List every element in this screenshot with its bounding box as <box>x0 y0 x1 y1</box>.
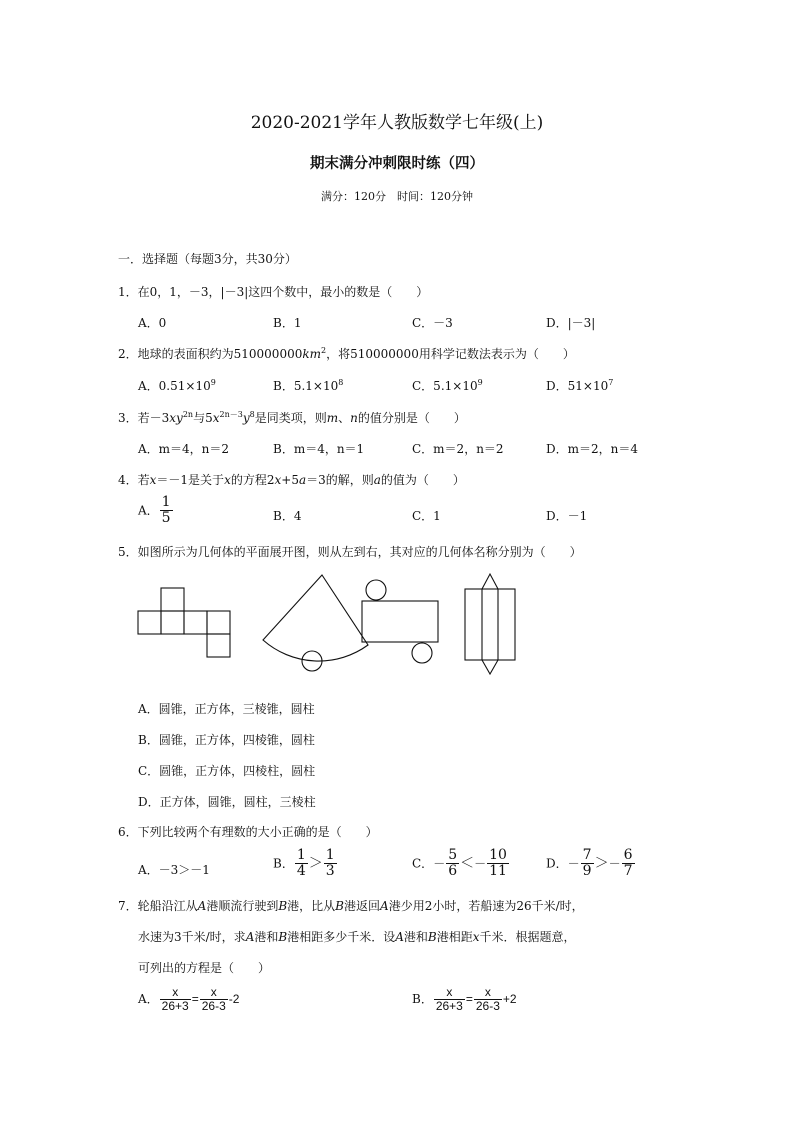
question-6-stem: 6．下列比较两个有理数的大小正确的是（ ） <box>118 825 378 839</box>
fraction: $\frac{6}{7}$ <box>623 847 633 880</box>
q5-option-d: D．正方体，圆锥，圆柱，三棱柱 <box>138 795 316 809</box>
fraction: $\frac{x}{26-3}$ <box>475 985 500 1014</box>
cone-net <box>263 575 368 671</box>
fraction: $\frac{10}{11}$ <box>489 847 507 880</box>
q1-option-a: A．0 <box>138 316 167 330</box>
q5-option-c: C．圆锥，正方体，四棱柱，圆柱 <box>138 764 316 778</box>
q1-option-d: D．|－3| <box>546 316 596 330</box>
q4-option-b: B．4 <box>273 509 302 523</box>
fraction: $\frac{x}{26-3}$ <box>201 985 226 1014</box>
q6-option-c: C．－ $\frac{5}{6}$ ＜－ $\frac{10}{11}$ <box>412 847 507 880</box>
question-2-stem: 2．地球的表面积约为$510000000km^2$，将510000000用科学记数法表示为（ ） <box>118 346 575 361</box>
question-7-line-2: 水速为3千米/时，求A港和B港相距多少千米．设A港和B港相距x千米．根据题意， <box>138 930 576 944</box>
q6-option-b: B． $\frac{1}{4}$ ＞ $\frac{1}{3}$ <box>273 847 335 880</box>
q2-option-a: A．$0.51\times 10^9$ <box>138 378 216 393</box>
q3-option-d: D．m＝2，n＝4 <box>546 442 638 456</box>
q2-option-b: B．$5.1\times 10^8$ <box>273 378 344 393</box>
q7-option-b: B． $\frac{x}{26+3}$ = $\frac{x}{26-3}$ +2 <box>412 985 517 1014</box>
q3-option-c: C．m＝2，n＝2 <box>412 442 504 456</box>
fraction: $\frac{5}{6}$ <box>448 847 458 880</box>
fraction: $\frac{x}{26+3}$ <box>161 985 189 1014</box>
question-4-stem: 4．若x＝－1是关于x的方程2x+5a＝3的解，则a的值为（ ） <box>118 473 465 487</box>
fraction: $\frac{x}{26+3}$ <box>435 985 463 1014</box>
prism-net <box>465 574 515 674</box>
fraction: $\frac{1}{5}$ <box>161 494 171 527</box>
question-1-stem: 1．在0，1，－3，|－3|这四个数中，最小的数是（ ） <box>118 285 429 299</box>
q4-option-a: A． $\frac{1}{5}$ <box>138 494 171 527</box>
q3-option-a: A．m＝4，n＝2 <box>138 442 230 456</box>
document-title: 2020-2021学年人教版数学七年级(上) <box>250 113 544 133</box>
fraction: $\frac{7}{9}$ <box>582 847 592 880</box>
q5-option-a: A．圆锥，正方体，三棱锥，圆柱 <box>138 702 315 716</box>
q4-option-c: C．1 <box>412 509 441 523</box>
q1-option-c: C．－3 <box>412 316 453 330</box>
question-3-stem: 3．若$-3xy^{2n}$与$5x^{2n-3}y^8$是同类项，则m、n的值分别是（ ） <box>118 410 466 425</box>
q1-option-b: B．1 <box>273 316 302 330</box>
exam-meta: 满分：120分 时间：120分钟 <box>321 190 473 203</box>
fraction: $\frac{1}{3}$ <box>325 847 335 880</box>
q2-option-c: C．$5.1\times 10^9$ <box>412 378 483 393</box>
question-7-line-1: 7．轮船沿江从A港顺流行驶到B港，比从B港返回A港少用2小时，若船速为26千米/时， <box>118 899 584 913</box>
fraction: $\frac{1}{4}$ <box>296 847 306 880</box>
q2-option-d: D．$51\times 10^7$ <box>546 378 614 393</box>
question-7-line-3: 可列出的方程是（ ） <box>138 961 271 975</box>
cube-net <box>138 588 230 657</box>
section-heading: 一．选择题（每题3分，共30分） <box>118 252 297 266</box>
q6-option-a: A．－3＞－1 <box>138 863 210 877</box>
q7-option-a: A． $\frac{x}{26+3}$ = $\frac{x}{26-3}$ -2 <box>138 985 240 1014</box>
q3-option-b: B．m＝4，n＝1 <box>273 442 365 456</box>
q6-option-d: D．－ $\frac{7}{9}$ ＞－ $\frac{6}{7}$ <box>546 847 633 880</box>
question-5-stem: 5．如图所示为几何体的平面展开图，则从左到右，其对应的几何体名称分别为（ ） <box>118 545 582 559</box>
q5-option-b: B．圆锥，正方体，四棱锥，圆柱 <box>138 733 315 747</box>
document-subtitle: 期末满分冲刺限时练（四） <box>310 155 484 172</box>
q4-option-d: D．－1 <box>546 509 588 523</box>
geometry-nets-figure <box>130 570 550 680</box>
cylinder-net <box>362 580 438 663</box>
